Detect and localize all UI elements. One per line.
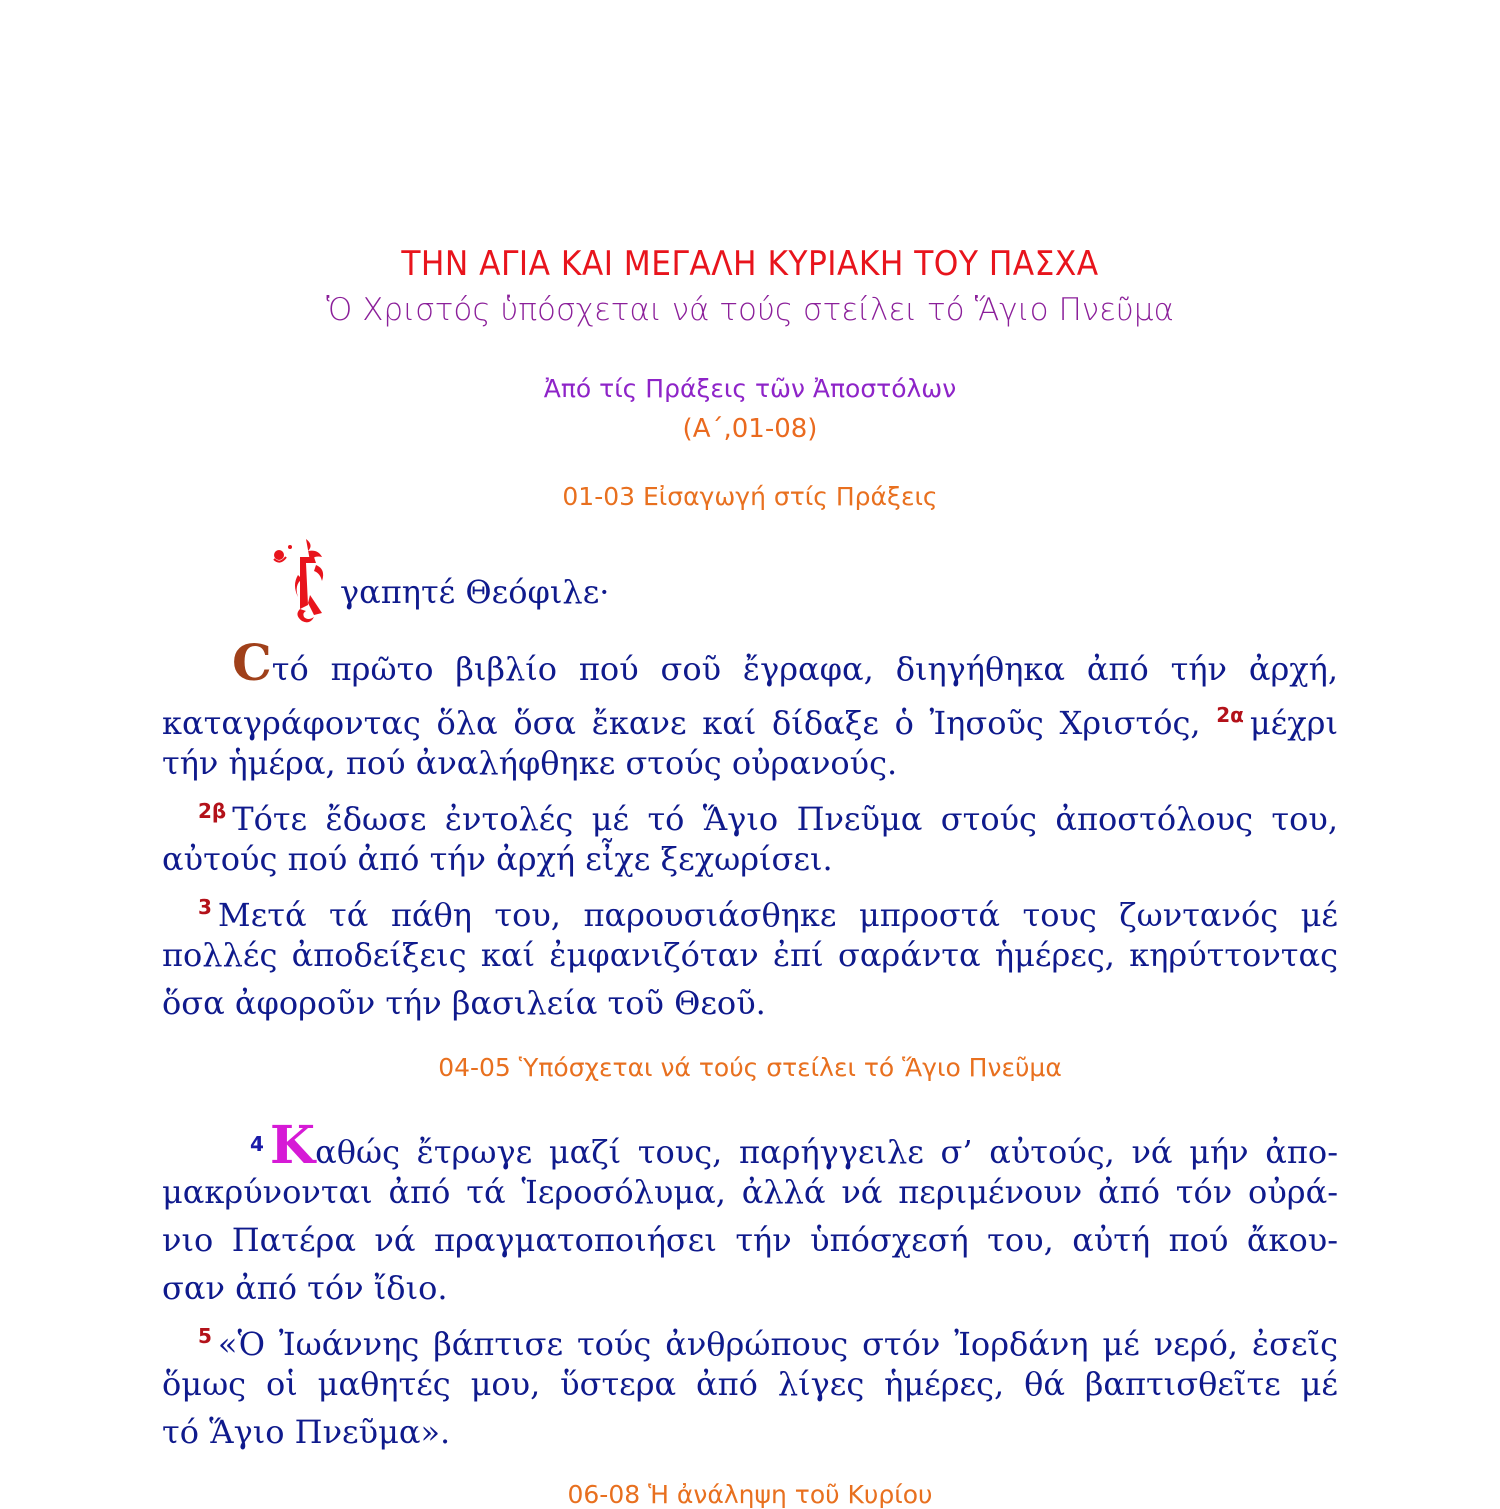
page-title: ΤΗΝ ΑΓΙΑ ΚΑΙ ΜΕΓΑΛΗ ΚΥΡΙΑΚΗ ΤΟΥ ΠΑΣΧΑ: [401, 244, 1099, 284]
verse-3-line: Μετά τά πάθη του, παρουσιάσθηκε μπροστά τους ζωντανός μέ: [217, 896, 1338, 934]
dropcap-initial: Κ: [269, 1115, 316, 1176]
verse-3-line: πολλές ἀποδείξεις καί ἐμφανιζόταν ἐπί σαράντα ἡμέρες, κηρύττοντας: [162, 936, 1338, 974]
text-line: [162, 633, 1338, 692]
verse-number: 3: [198, 895, 212, 919]
paragraph-verses-1-3: [162, 633, 1339, 1027]
verse-2b-line: αὐτούς πού ἀπό τήν ἀρχή εἶχε ξεχωρίσει.: [162, 840, 833, 878]
verse-3-line: ὅσα ἀφοροῦν τήν βασιλεία τοῦ Θεοῦ.: [162, 984, 766, 1022]
verse-2b-line: Τότε ἔδωσε ἐντολές μέ τό Ἅγιο Πνεῦμα στούς ἀποστόλους του,: [232, 800, 1338, 838]
verse-4-line: αθώς ἔτρωγε μαζί τους, παρήγγειλε σ’ αὐτούς, νά μήν ἀπο-: [315, 1133, 1338, 1171]
text-line: [162, 787, 1338, 838]
text-line: [162, 1115, 1338, 1176]
verse-2a-line: τήν ἡμέρα, πού ἀναλήφθηκε στούς οὐρανούς.: [162, 744, 898, 782]
verse-5-line: «Ὁ Ἰωάννης βάπτισε τούς ἀνθρώπους στόν Ἰορδάνη μέ νερό, ἐσεῖς: [217, 1325, 1338, 1363]
text-line: [162, 1408, 1338, 1456]
chapter-reference: (Α΄,01-08): [682, 414, 818, 444]
text-line: [162, 739, 1338, 787]
verse-number: 5: [198, 1324, 212, 1348]
text-line: [162, 1168, 1338, 1216]
verse-2a-text: μέχρι: [1249, 704, 1339, 742]
text-line: [162, 1264, 1338, 1312]
verse-1-line: τό πρῶτο βιβλίο πού σοῦ ἔγραφα, διηγήθηκα ἀπό τήν ἀρχή,: [271, 650, 1338, 688]
verse-4-line: μακρύνονται ἀπό τά Ἱεροσόλυμα, ἀλλά νά περιμένουν ἀπό τόν οὐρά-: [162, 1173, 1338, 1211]
source-book: Ἀπό τίς Πράξεις τῶν Ἀποστόλων: [543, 374, 957, 403]
ornamental-initial-icon: [270, 535, 336, 625]
text-line: [162, 979, 1338, 1027]
page-subtitle: Ὁ Χριστός ὑπόσχεται νά τούς στείλει τό Ἅγιο Πνεῦμα: [326, 292, 1174, 328]
verse-5-line: ὅμως οἱ μαθητές μου, ὕστερα ἀπό λίγες ἡμέρες, θά βαπτισθεῖτε μέ: [162, 1365, 1338, 1403]
verse-number: 4: [250, 1132, 264, 1156]
verse-number: 2β: [198, 799, 227, 823]
dropcap-initial: C: [232, 633, 272, 692]
text-line: [162, 1216, 1338, 1264]
verse-4-line: νιο Πατέρα νά πραγματοποιήσει τήν ὑπόσχεσή του, αὐτή πού ἄκου-: [162, 1221, 1338, 1259]
text-line: [162, 931, 1338, 979]
verse-number: 2α: [1216, 703, 1244, 727]
verse-1-line: καταγράφοντας ὅλα ὅσα ἔκανε καί δίδαξε ὁ Ἰησοῦς Χριστός,: [162, 704, 1201, 742]
salutation-text: γαπητέ Θεόφιλε·: [340, 573, 610, 611]
verse-4-line: σαν ἀπό τόν ἴδιο.: [162, 1269, 448, 1307]
text-line: [162, 1360, 1338, 1408]
text-line: [162, 691, 1339, 742]
text-line: [162, 1312, 1338, 1363]
paragraph-verses-4-5: [162, 1115, 1338, 1456]
salutation: [270, 535, 610, 625]
section-heading-intro: 01-03 Εἰσαγωγή στίς Πράξεις: [562, 482, 938, 511]
text-line: [162, 835, 1338, 883]
verse-5-line: τό Ἅγιο Πνεῦμα».: [162, 1413, 451, 1451]
text-line: [162, 883, 1338, 934]
section-heading-promise: 04-05 Ὑπόσχεται νά τούς στείλει τό Ἅγιο Πνεῦμα: [438, 1053, 1062, 1082]
section-heading-ascension: 06-08 Ἡ ἀνάληψη τοῦ Κυρίου: [567, 1480, 933, 1509]
